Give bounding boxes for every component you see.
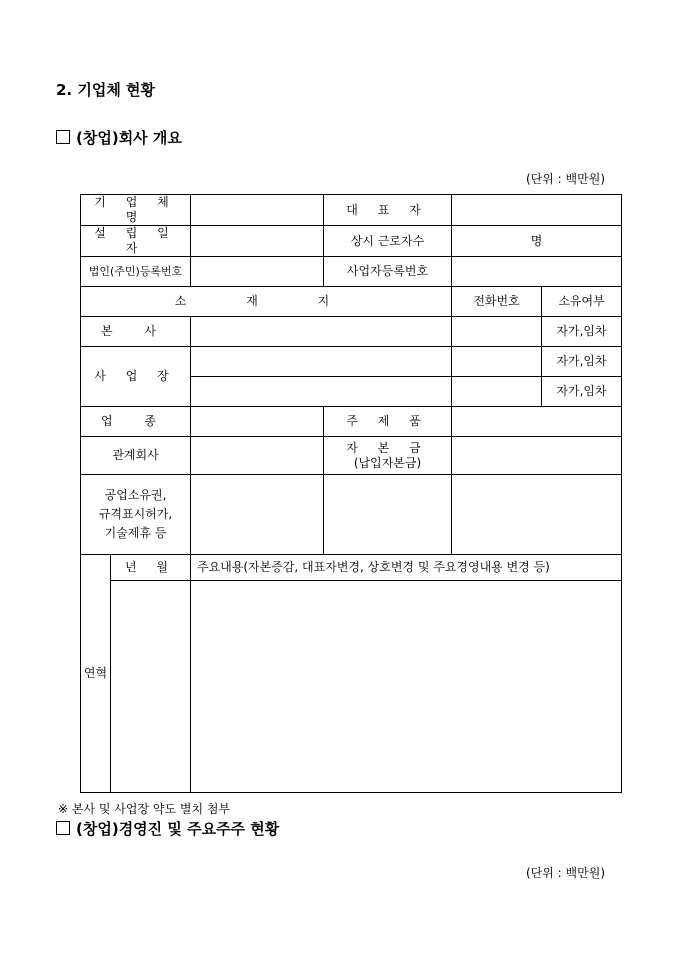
affiliates-field[interactable] xyxy=(191,437,324,475)
subsection-title-company-overview xyxy=(56,127,182,148)
head-office-ownership: 자가,임차 xyxy=(542,317,622,347)
biz-reg-no-field[interactable] xyxy=(452,257,622,287)
label-ip-line2: 규격표시허가, xyxy=(98,507,173,521)
ip-field-2[interactable] xyxy=(324,475,452,555)
subsection-title-text: (창업)회사 개요 xyxy=(76,129,182,147)
workplace-phone-field-1[interactable] xyxy=(452,347,542,377)
company-overview-table xyxy=(80,194,622,793)
label-founding-date: 설 립 일 자 xyxy=(81,226,191,257)
label-capital-line1: 자 본 금 xyxy=(346,440,429,455)
capital-field[interactable] xyxy=(452,437,622,475)
workplace-phone-field-2[interactable] xyxy=(452,377,542,407)
label-capital xyxy=(324,437,452,475)
label-ip-line1: 공업소유권, xyxy=(104,488,167,502)
unit-label: (단위 : 백만원) xyxy=(526,172,605,186)
label-phone: 전화번호 xyxy=(452,287,542,317)
label-ip-line3: 기술제휴 등 xyxy=(104,526,167,540)
label-history-main: 주요내용(자본증감, 대표자변경, 상호변경 및 주요경영내용 변경 등) xyxy=(191,555,622,581)
workplace-address-field-1[interactable] xyxy=(191,347,452,377)
workplace-ownership-1: 자가,임차 xyxy=(542,347,622,377)
history-content-field[interactable] xyxy=(191,581,622,793)
label-location: 소 재 지 xyxy=(81,287,452,317)
main-product-field[interactable] xyxy=(452,407,622,437)
label-representative: 대 표 자 xyxy=(324,195,452,226)
label-head-office: 본 사 xyxy=(81,317,191,347)
label-business-type: 업 종 xyxy=(81,407,191,437)
history-year-month-field[interactable] xyxy=(111,581,191,793)
footnote: ※ 본사 및 사업장 약도 별치 첨부 xyxy=(58,802,231,816)
label-ownership: 소유여부 xyxy=(542,287,622,317)
label-employees: 상시 근로자수 xyxy=(324,226,452,257)
label-affiliates: 관계회사 xyxy=(81,437,191,475)
head-office-phone-field[interactable] xyxy=(452,317,542,347)
section-title: 2. 기업체 현황 xyxy=(56,81,156,99)
checkbox-icon xyxy=(56,821,70,835)
ip-field-1[interactable] xyxy=(191,475,324,555)
employees-field[interactable] xyxy=(452,226,622,257)
founding-date-field[interactable] xyxy=(191,226,324,257)
checkbox-icon xyxy=(56,130,70,144)
employees-unit: 명 xyxy=(530,233,543,248)
workplace-address-field-2[interactable] xyxy=(191,377,452,407)
head-office-address-field[interactable] xyxy=(191,317,452,347)
unit-label-2: (단위 : 백만원) xyxy=(526,866,605,880)
corp-reg-no-field[interactable] xyxy=(191,257,324,287)
representative-field[interactable] xyxy=(452,195,622,226)
label-biz-reg-no: 사업자등록번호 xyxy=(324,257,452,287)
label-workplace: 사 업 장 xyxy=(81,347,191,407)
label-main-product: 주 제 품 xyxy=(324,407,452,437)
business-type-field[interactable] xyxy=(191,407,324,437)
subsection-title-text: (창업)경영진 및 주요주주 현황 xyxy=(76,820,280,838)
company-name-field[interactable] xyxy=(191,195,324,226)
workplace-ownership-2: 자가,임차 xyxy=(542,377,622,407)
label-ip xyxy=(81,475,191,555)
label-company-name: 기 업 체 명 xyxy=(81,195,191,226)
label-history: 연혁 xyxy=(81,555,111,793)
label-corp-reg-no: 법인(주민)등록번호 xyxy=(81,257,191,287)
label-capital-line2: (납입자본금) xyxy=(353,455,422,470)
label-year-month: 년 월 xyxy=(111,555,191,581)
subsection-title-management xyxy=(56,818,279,839)
ip-field-3[interactable] xyxy=(452,475,622,555)
